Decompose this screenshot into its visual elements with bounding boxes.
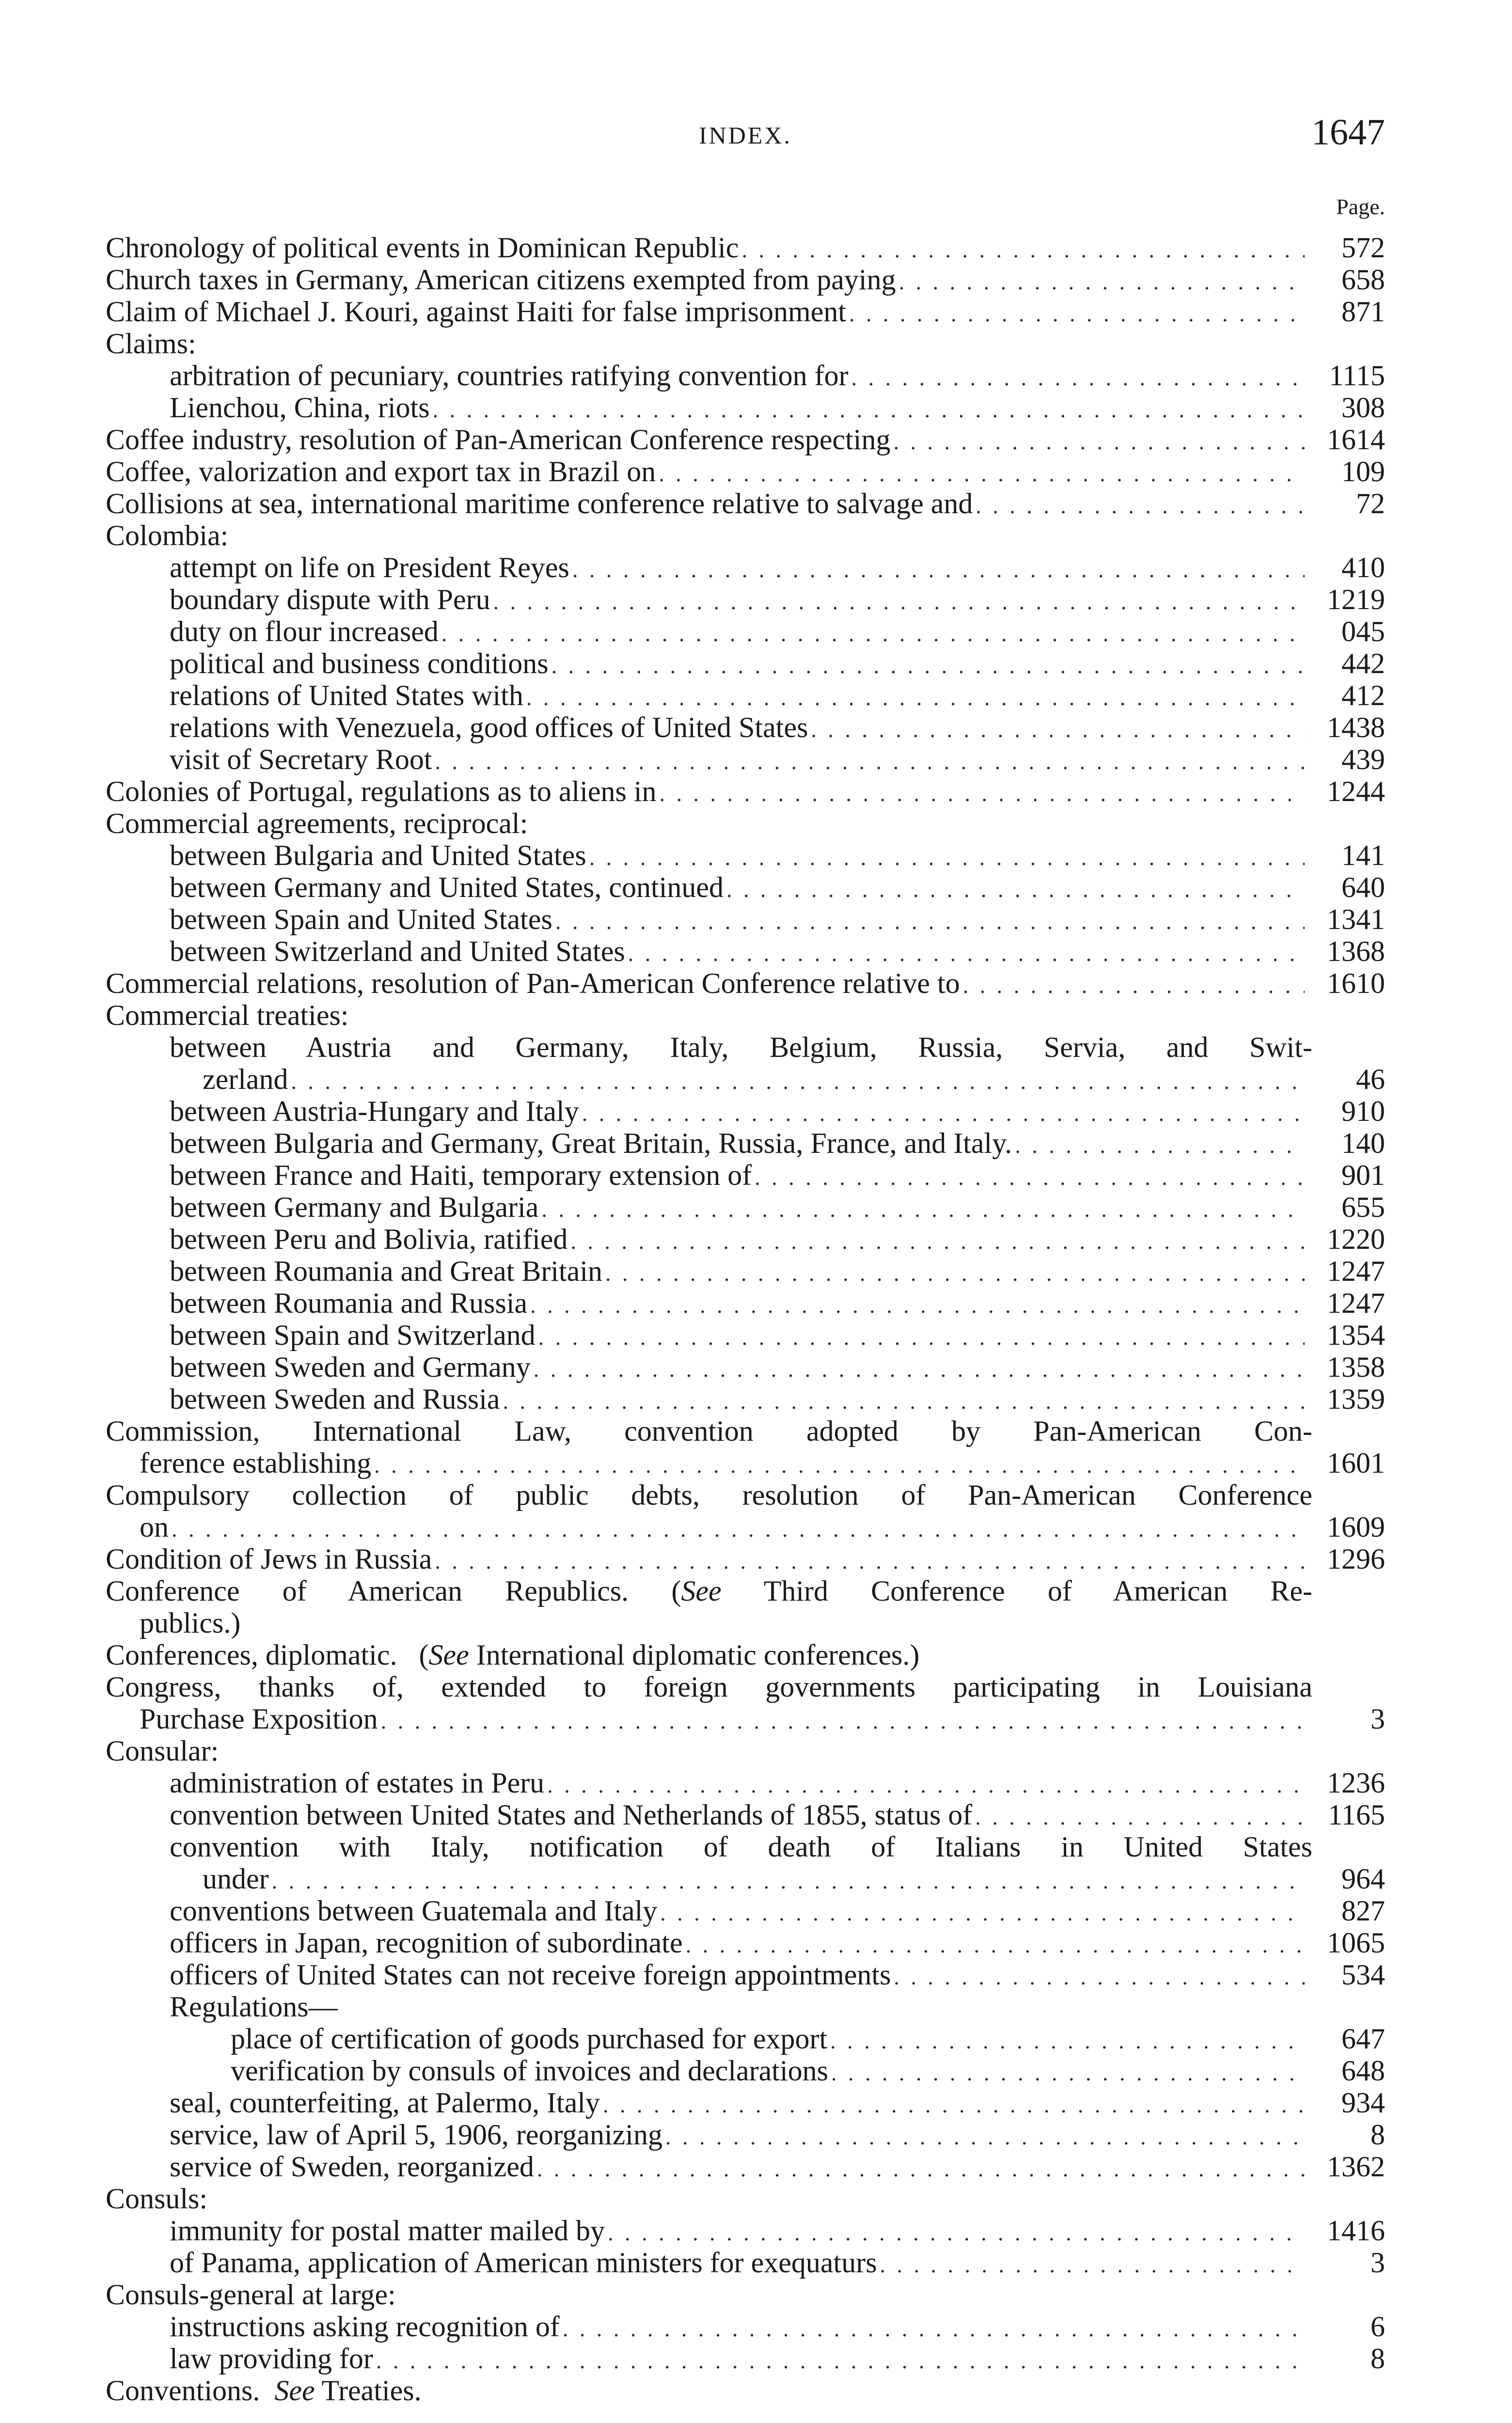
index-subentry: between Austria-Hungary and Italy . . . 910 [106,1095,1385,1127]
index-entry: Church taxes in Germany, American citizens exempted from paying . . . 658 [106,264,1385,296]
index-subentry: officers of United States can not receive foreign appointments . . . 534 [106,1959,1385,1991]
index-subentry: between Germany and United States, continued . . . 640 [106,871,1385,903]
index-subentry: between Sweden and Russia . . . 1359 [106,1383,1385,1415]
page-number: 1647 [1311,112,1385,153]
index-subentry-continuation: zerland . . . 46 [106,1063,1385,1095]
index-subentry: immunity for postal matter mailed by . . . 1416 [106,2215,1385,2247]
index-subentry: attempt on life on President Reyes . . . 410 [106,551,1385,583]
index-subentry: relations with Venezuela, good offices of United States . . . 1438 [106,711,1385,743]
index-subentry: between Spain and Switzerland . . . 1354 [106,1319,1385,1351]
index-entry-line: Conference of American Republics. (See Third Conference of American Re- [106,1575,1313,1607]
index-subentry: arbitration of pecuniary, countries ratifying convention for . . . 1115 [106,360,1385,392]
index-entry-continuation: Purchase Exposition . . . 3 [106,1703,1385,1735]
index-entry-line: Commission, International Law, convention adopted by Pan-American Con- [106,1415,1312,1447]
index-subentry: seal, counterfeiting, at Palermo, Italy . . . 934 [106,2087,1385,2119]
index-subentry: political and business conditions . . . 442 [106,647,1385,679]
index-subentry: between Peru and Bolivia, ratified . . . 1220 [106,1223,1385,1255]
index-heading: Commercial agreements, reciprocal: [106,807,528,839]
index-subentry: between France and Haiti, temporary extension of . . . 901 [106,1159,1385,1191]
index-entry-line: Compulsory collection of public debts, resolution of Pan-American Conference [106,1479,1312,1511]
index-entries [106,232,1385,2407]
index-subentry: between Sweden and Germany . . . 1358 [106,1351,1385,1383]
index-heading: Claims: [106,328,196,360]
index-entry: Collisions at sea, international maritime conference relative to salvage and . . . 72 [106,488,1385,519]
index-entry-line: Congress, thanks of, extended to foreign governments participating in Louisiana [106,1671,1312,1703]
index-heading: Colombia: [106,519,229,551]
index-entry-continuation: ference establishing . . . 1601 [106,1447,1385,1479]
index-entry: Coffee industry, resolution of Pan-American Conference respecting . . . 1614 [106,424,1385,456]
index-subentry: between Switzerland and United States . . . 1368 [106,935,1385,967]
index-entry: Condition of Jews in Russia . . . 1296 [106,1543,1385,1575]
index-subheading: Regulations— [170,1991,338,2023]
index-heading: Consuls-general at large: [106,2279,396,2311]
index-entry: Chronology of political events in Dominican Republic . . . 572 [106,232,1385,264]
running-title: INDEX. [698,122,792,149]
index-subsubentry: place of certification of goods purchased for export . . . 647 [106,2023,1385,2055]
index-entry: Colonies of Portugal, regulations as to aliens in . . . 1244 [106,775,1385,807]
index-subentry-line: convention with Italy, notification of death of Italians in United States [170,1831,1312,1863]
index-subentry: conventions between Guatemala and Italy . . . 827 [106,1895,1385,1927]
index-subentry: between Bulgaria and Germany, Great Britain, Russia, France, and Italy. . . . 140 [106,1127,1385,1159]
index-subentry: boundary dispute with Peru . . . 1219 [106,583,1385,615]
index-entry: Conventions. See Treaties. [106,2375,422,2407]
index-subentry: administration of estates in Peru . . . 1236 [106,1767,1385,1799]
index-entry: Commercial relations, resolution of Pan-American Conference relative to . . . 1610 [106,967,1385,999]
index-subentry-continuation: under . . . 964 [106,1863,1385,1895]
index-subentry: between Roumania and Great Britain . . . 1247 [106,1255,1385,1287]
index-entry: Coffee, valorization and export tax in Brazil on . . . 109 [106,456,1385,488]
index-subentry: relations of United States with . . . 412 [106,679,1385,711]
index-subentry: duty on flour increased . . . 045 [106,615,1385,647]
index-subentry: between Bulgaria and United States . . . 141 [106,839,1385,871]
index-subentry: officers in Japan, recognition of subordinate . . . 1065 [106,1927,1385,1959]
index-subentry: of Panama, application of American ministers for exequaturs . . . 3 [106,2247,1385,2279]
index-entry-continuation: publics.) [140,1607,241,1639]
index-subentry: between Spain and United States . . . 1341 [106,903,1385,935]
index-subentry: visit of Secretary Root . . . 439 [106,743,1385,775]
index-subentry: service of Sweden, reorganized . . . 1362 [106,2151,1385,2183]
index-subentry-line: between Austria and Germany, Italy, Belgium, Russia, Servia, and Swit- [170,1031,1312,1063]
index-entry-continuation: on . . . 1609 [106,1511,1385,1543]
index-subentry: Lienchou, China, riots . . . 308 [106,392,1385,424]
index-entry: Claim of Michael J. Kouri, against Haiti for false imprisonment . . . 871 [106,296,1385,328]
index-heading: Consular: [106,1735,219,1767]
index-subsubentry: verification by consuls of invoices and declarations . . . 648 [106,2055,1385,2087]
page-column-label: Page. [1336,194,1385,219]
page-header [106,111,1385,165]
index-subentry: service, law of April 5, 1906, reorganizing . . . 8 [106,2119,1385,2151]
index-heading: Consuls: [106,2183,208,2215]
index-subentry: convention between United States and Netherlands of 1855, status of . . . 1165 [106,1799,1385,1831]
index-subentry: between Roumania and Russia . . . 1247 [106,1287,1385,1319]
index-subentry: between Germany and Bulgaria . . . 655 [106,1191,1385,1223]
index-subentry: law providing for . . . 8 [106,2343,1385,2375]
index-entry: Conferences, diplomatic. (See International diplomatic conferences.) [106,1639,920,1671]
index-subentry: instructions asking recognition of . . . 6 [106,2311,1385,2343]
index-heading: Commercial treaties: [106,999,349,1031]
